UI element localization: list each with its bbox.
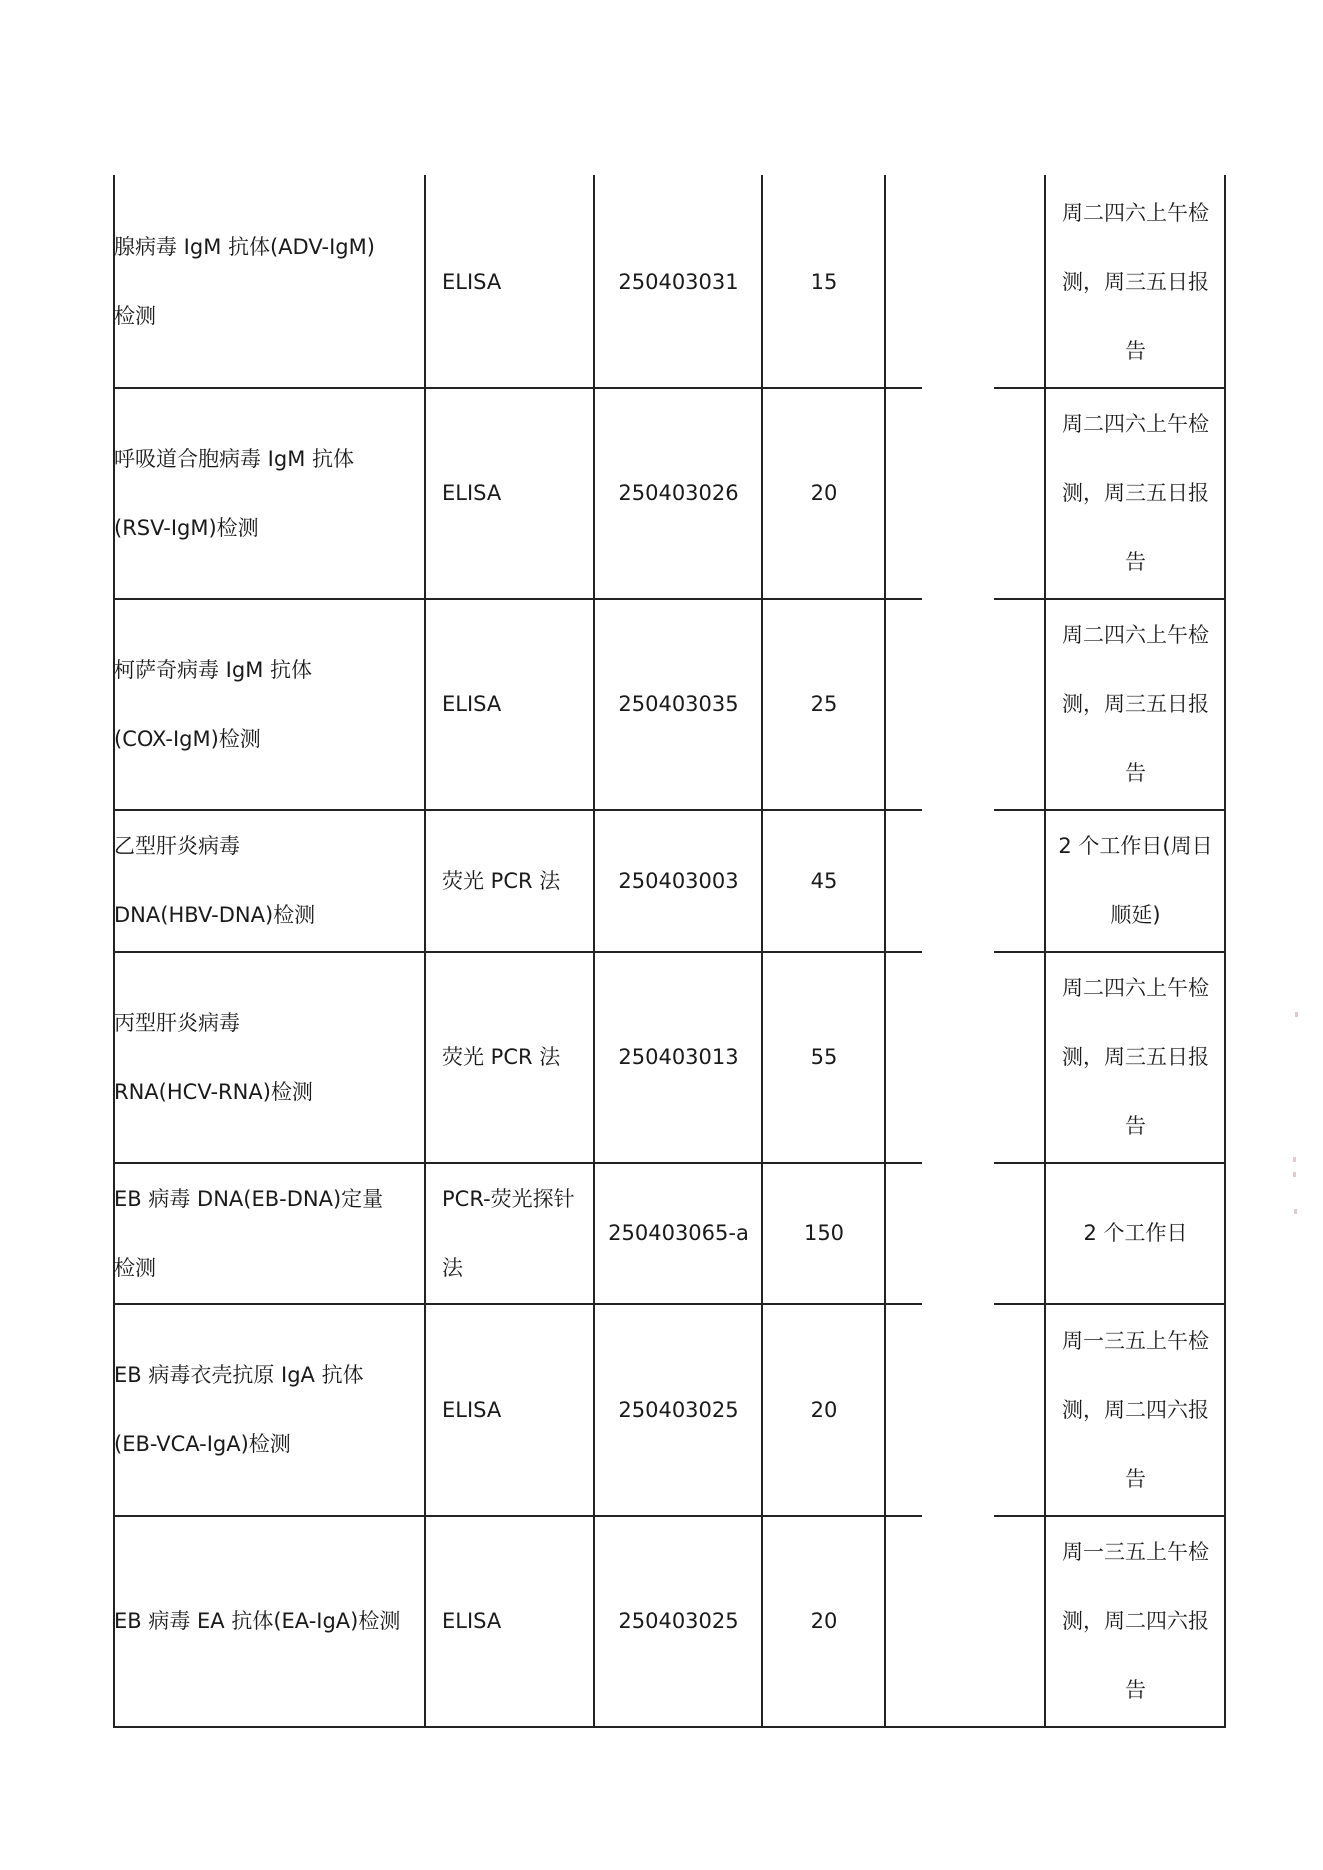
price-cell: 45: [810, 868, 838, 893]
method-cell: PCR-荧光探针 法: [442, 1186, 575, 1280]
report-time-cell: 周二四六上午检 测，周三五日报 告: [1062, 200, 1209, 363]
method-cell: ELISA: [442, 692, 502, 716]
test-name-cell: 呼吸道合胞病毒 IgM 抗体 (RSV-IgM)检测: [114, 446, 354, 540]
price-cell: 150: [803, 1221, 845, 1245]
scan-speck: [1295, 1012, 1298, 1017]
price-cell: 25: [810, 692, 838, 716]
method-cell: ELISA: [442, 1397, 502, 1422]
report-time-cell: 周一三五上午检 测，周二四六报 告: [1062, 1328, 1209, 1491]
price-cell: 20: [810, 1609, 838, 1633]
test-name-cell: EB 病毒衣壳抗原 IgA 抗体 (EB-VCA-IgA)检测: [114, 1363, 364, 1456]
report-time-cell: 2 个工作日(周日 顺延): [1058, 834, 1213, 927]
code-cell: 250403013: [618, 1045, 739, 1069]
scan-speck: [1293, 1157, 1296, 1162]
report-time-cell: 周二四六上午检 测，周三五日报 告: [1062, 623, 1209, 785]
code-cell: 250403065-a: [608, 1221, 749, 1245]
empty-cell: [887, 389, 1044, 598]
code-cell: 250403031: [618, 269, 739, 294]
empty-cell: [887, 177, 1044, 387]
test-name-cell: 丙型肝炎病毒 RNA(HCV-RNA)检测: [114, 1010, 313, 1104]
empty-cell: [887, 811, 1044, 951]
test-name-cell: 柯萨奇病毒 IgM 抗体 (COX-IgM)检测: [114, 657, 312, 751]
empty-cell: [887, 1517, 1044, 1726]
price-cell: 20: [810, 1397, 838, 1422]
test-name-cell: 腺病毒 IgM 抗体(ADV-IgM) 检测: [114, 235, 375, 328]
price-cell: 15: [810, 269, 838, 294]
empty-cell: [887, 1305, 1044, 1515]
method-cell: ELISA: [442, 1609, 502, 1633]
method-cell: 荧光 PCR 法: [442, 1045, 561, 1069]
code-cell: 250403026: [618, 481, 739, 505]
test-name-cell: EB 病毒 EA 抗体(EA-IgA)检测: [114, 1609, 401, 1633]
method-cell: 荧光 PCR 法: [442, 868, 561, 893]
empty-cell: [887, 600, 1044, 809]
report-time-cell: 周二四六上午检 测，周三五日报 告: [1062, 976, 1209, 1138]
test-name-cell: 乙型肝炎病毒 DNA(HBV-DNA)检测: [114, 834, 316, 927]
method-cell: ELISA: [442, 269, 502, 294]
code-cell: 250403025: [618, 1397, 739, 1422]
code-cell: 250403035: [618, 692, 739, 716]
method-cell: ELISA: [442, 481, 502, 505]
scan-speck: [1294, 1209, 1297, 1214]
price-cell: 55: [810, 1045, 838, 1069]
report-time-cell: 周一三五上午检 测，周二四六报 告: [1062, 1540, 1209, 1702]
code-cell: 250403025: [618, 1609, 739, 1633]
report-time-cell: 周二四六上午检 测，周三五日报 告: [1062, 412, 1209, 574]
scan-speck: [1293, 1172, 1296, 1177]
empty-cell: [887, 1164, 1044, 1303]
table-bottom-border: [113, 1726, 1226, 1728]
empty-cell: [887, 953, 1044, 1162]
test-name-cell: EB 病毒 DNA(EB-DNA)定量 检测: [114, 1186, 384, 1280]
code-cell: 250403003: [618, 868, 739, 893]
report-time-cell: 2 个工作日: [1083, 1221, 1188, 1245]
price-cell: 20: [810, 481, 838, 505]
